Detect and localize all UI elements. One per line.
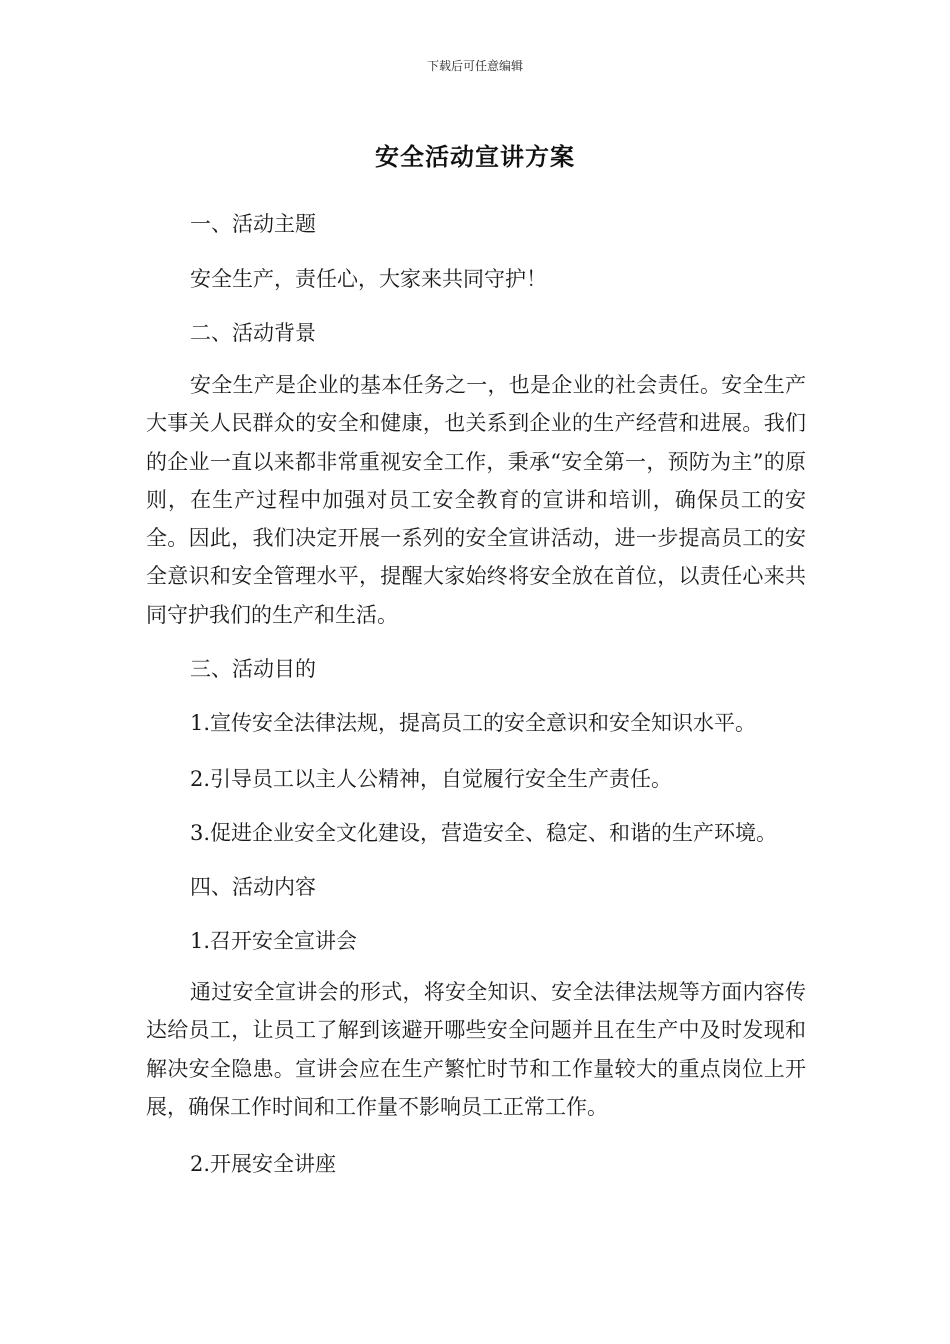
purpose-item-3: 3.促进企业安全文化建设，营造安全、稳定、和谐的生产环境。 bbox=[190, 821, 778, 845]
background-paragraph: 安全生产是企业的基本任务之一，也是企业的社会责任。安全生产大事关人民群众的安全和健康，也关系到企业的生产经营和进展。我们的企业一直以来都非常重视安全工作，秉承“安全第一，预防为主”的原则，在生产过程中加强对员工安全教育的宣讲和培训，确保员工的安全。因此，我们决定开展一系列的安全宣讲活动，进一步提高员工的安全意识和安全管理水平，提醒大家始终将安全放在首位，以责任心来共同守护我们的生产和生活。 bbox=[146, 373, 806, 627]
document-title: 安全活动宣讲方案 bbox=[375, 143, 575, 171]
content-item-1-heading: 1.召开安全宣讲会 bbox=[190, 929, 358, 953]
content-item-1-paragraph: 通过安全宣讲会的形式，将安全知识、安全法律法规等方面内容传达给员工，让员工了解到该避开哪些安全问题并且在生产中及时发现和解决安全隐患。宣讲会应在生产繁忙时节和工作量较大的重点岗位上开展，确保工作时间和工作量不影响员工正常工作。 bbox=[146, 980, 806, 1119]
purpose-item-1: 1.宣传安全法律法规，提高员工的安全意识和安全知识水平。 bbox=[190, 711, 757, 735]
content-item-2-heading: 2.开展安全讲座 bbox=[190, 1152, 337, 1176]
section-heading-theme: 一、活动主题 bbox=[190, 212, 316, 236]
section-heading-purpose: 三、活动目的 bbox=[190, 657, 316, 681]
header-note: 下载后可任意编辑 bbox=[426, 59, 523, 73]
purpose-item-2: 2.引导员工以主人公精神，自觉履行安全生产责任。 bbox=[190, 767, 673, 791]
section-heading-background: 二、活动背景 bbox=[190, 321, 316, 345]
section-heading-content: 四、活动内容 bbox=[190, 875, 316, 899]
theme-text: 安全生产，责任心，大家来共同守护！ bbox=[190, 267, 547, 291]
